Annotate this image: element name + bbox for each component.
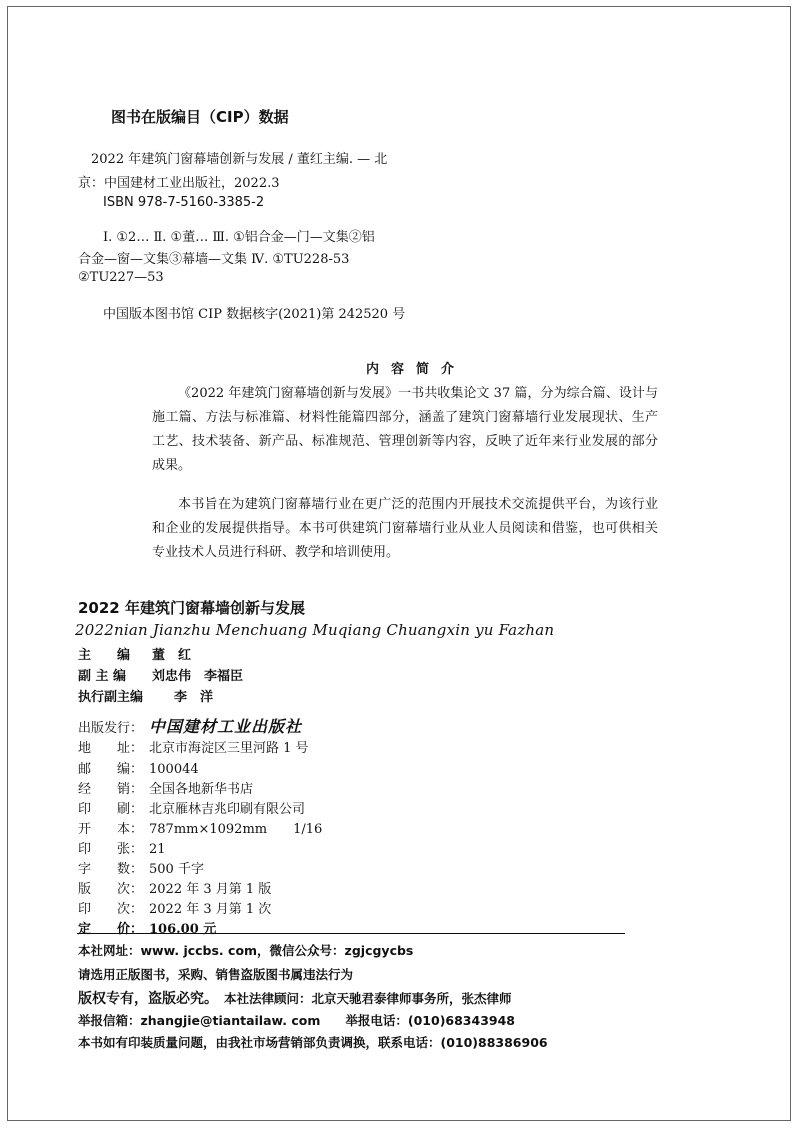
format-value: 787mm×1092mm 1/16 — [149, 822, 323, 837]
distributor-label: 经 销： — [78, 782, 144, 797]
cip-record-number: 中国版本图书馆 CIP 数据核字(2021)第 242520 号 — [103, 307, 406, 322]
publisher-row — [78, 714, 302, 737]
cip-line-6: ②TU227—53 — [78, 270, 164, 285]
divider-line — [77, 933, 625, 934]
cip-line-1: 2022 年建筑门窗幕墙创新与发展 / 董红主编. — 北 — [91, 152, 388, 167]
price-label: 定 价： — [78, 922, 144, 937]
postcode-row — [78, 758, 199, 777]
price-row — [78, 918, 216, 937]
distributor-row — [78, 778, 253, 797]
cip-isbn: ISBN 978-7-5160-3385-2 — [103, 195, 265, 210]
report-contact: 举报信箱：zhangjie@tiantailaw. com 举报电话：(010)68343948 — [78, 1013, 515, 1028]
address-row — [78, 737, 309, 756]
distributor-value: 全国各地新华书店 — [149, 782, 254, 797]
copyright-notice: 版权专有，盗版必究。 — [78, 991, 218, 1007]
cip-line-5: 合金—窗—文集③幕墙—文集 Ⅳ. ①TU228-53 — [78, 252, 350, 267]
executive-deputy-editor-name: 李 洋 — [174, 690, 214, 705]
address-label: 地 址： — [78, 741, 144, 756]
format-row — [78, 818, 322, 837]
quality-notice: 本书如有印装质量问题，由我社市场营销部负责调换，联系电话：(010)88386906 — [78, 1035, 548, 1050]
executive-deputy-editor-role: 执行副主编 — [78, 690, 144, 705]
intro-paragraph-2 — [152, 493, 658, 565]
publisher-logo: 中国建材工业出版社 — [149, 717, 303, 736]
intro-title: 内容简介 — [366, 362, 467, 377]
book-title: 2022 年建筑门窗幕墙创新与发展 — [78, 599, 305, 617]
copyright-legal-row — [78, 988, 512, 1008]
sheets-row — [78, 838, 166, 857]
word-count-label: 字 数： — [78, 862, 144, 877]
word-count-value: 500 千字 — [149, 862, 204, 877]
editor-name: 董 红 — [152, 648, 192, 663]
intro-paragraph-1 — [152, 382, 658, 478]
format-label: 开 本： — [78, 822, 144, 837]
printer-value: 北京雁林吉兆印刷有限公司 — [149, 802, 306, 817]
publisher-label: 出版发行： — [78, 721, 144, 736]
printer-label: 印 刷： — [78, 802, 144, 817]
postcode-value: 100044 — [149, 762, 199, 777]
cip-line-4: Ⅰ. ①2… Ⅱ. ①董… Ⅲ. ①铝合金—门—文集②铝 — [103, 230, 375, 245]
executive-deputy-editor-row — [78, 686, 213, 705]
deputy-editor-role: 副 主 编 — [78, 669, 127, 684]
sheets-value: 21 — [149, 842, 166, 857]
publisher-website: 本社网址：www. jccbs. com，微信公众号：zgjcgycbs — [78, 943, 414, 958]
legal-counsel: 本社法律顾问：北京天驰君泰律师事务所，张杰律师 — [224, 991, 512, 1006]
cip-title: 图书在版编目（CIP）数据 — [111, 108, 289, 126]
impression-value: 2022 年 3 月第 1 次 — [149, 902, 272, 917]
editor-role: 主 编 — [78, 648, 131, 663]
edition-label: 版 次： — [78, 882, 144, 897]
impression-row — [78, 898, 271, 917]
postcode-label: 邮 编： — [78, 762, 144, 777]
intro-text-2: 本书旨在为建筑门窗幕墙行业在更广泛的范围内开展技术交流提供平台，为该行业和企业的发展提供指导。本书可供建筑门窗幕墙行业从业人员阅读和借鉴，也可供相关专业技术人员进行科研、教学和培训使用。 — [152, 497, 658, 560]
sheets-label: 印 张： — [78, 842, 144, 857]
edition-row — [78, 878, 271, 897]
deputy-editor-row — [78, 665, 243, 684]
cip-line-2: 京：中国建材工业出版社，2022.3 — [78, 176, 280, 191]
deputy-editor-name: 刘忠伟 李福臣 — [152, 669, 244, 684]
printer-row — [78, 798, 305, 817]
piracy-notice: 请选用正版图书，采购、销售盗版图书属违法行为 — [78, 967, 354, 982]
intro-text-1: 《2022 年建筑门窗幕墙创新与发展》一书共收集论文 37 篇，分为综合篇、设计与施工篇、方法与标准篇、材料性能篇四部分，涵盖了建筑门窗幕墙行业发展现状、生产工艺、技术装备、新产品、标准规范、管理创新等内容，反映了近年来行业发展的部分成果。 — [152, 386, 658, 473]
editor-row — [78, 644, 191, 663]
price-value: 106.00 元 — [149, 922, 217, 937]
edition-value: 2022 年 3 月第 1 版 — [149, 882, 272, 897]
word-count-row — [78, 858, 204, 877]
book-title-pinyin: 2022nian Jianzhu Menchuang Muqiang Chuangxin yu Fazhan — [75, 621, 555, 639]
impression-label: 印 次： — [78, 902, 144, 917]
address-value: 北京市海淀区三里河路 1 号 — [149, 741, 309, 756]
